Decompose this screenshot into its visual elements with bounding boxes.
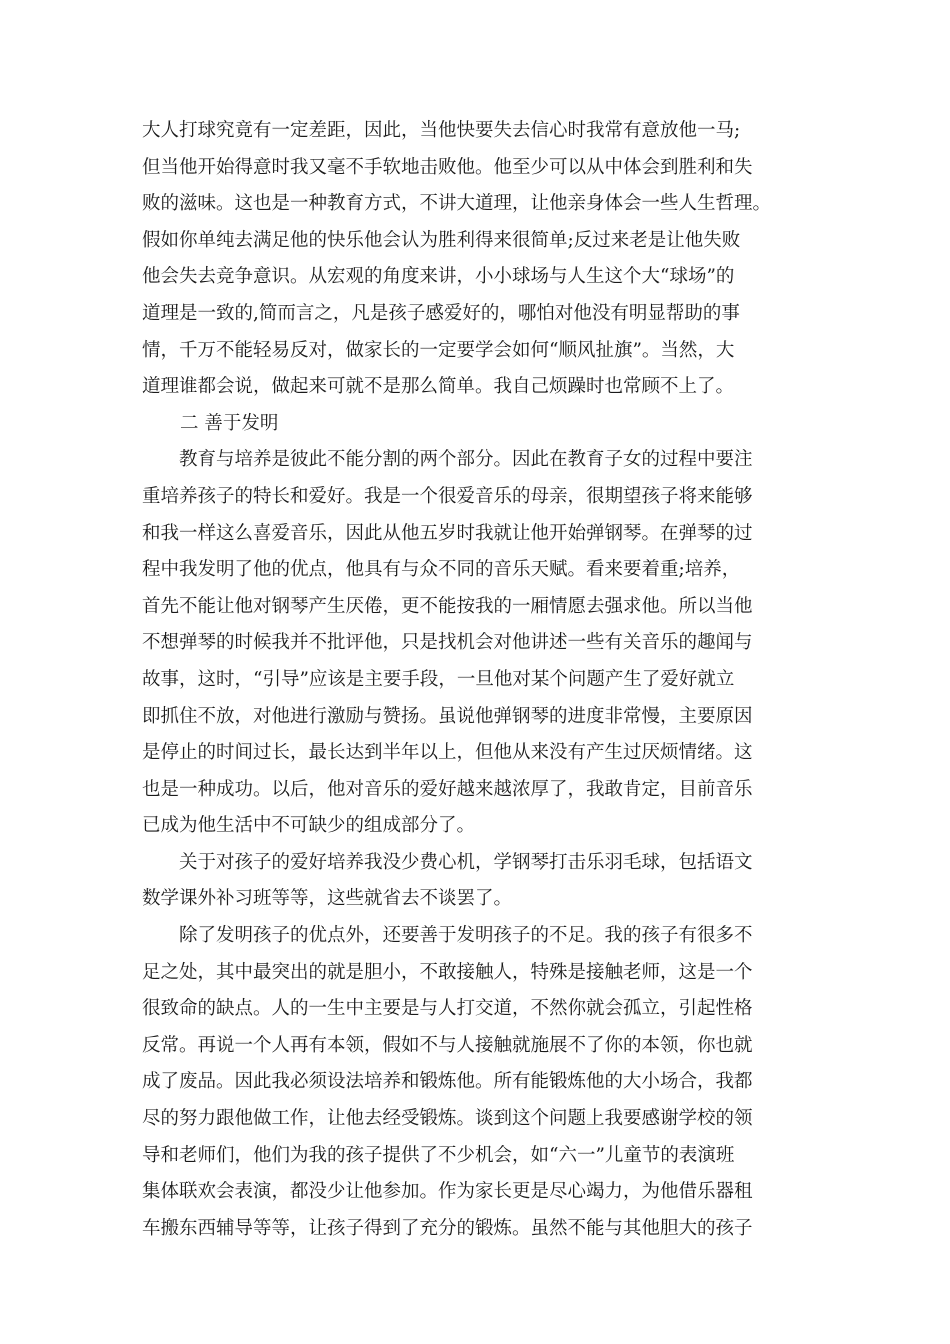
body-text [142, 113, 812, 1247]
text-line: 导和老师们，他们为我的孩子提供了不少机会，如“六一”儿童节的表演班 [142, 1144, 735, 1166]
text-line: 除了发明孩子的优点外，还要善于发明孩子的不足。我的孩子有很多不 [142, 925, 753, 947]
text-line: 车搬东西辅导等等，让孩子得到了充分的锻炼。虽然不能与其他胆大的孩子 [142, 1217, 753, 1239]
text-line: 反常。再说一个人再有本领，假如不与人接触就施展不了你的本领，你也就 [142, 1034, 753, 1056]
text-line: 教育与培养是彼此不能分割的两个部分。因此在教育子女的过程中要注 [142, 449, 753, 471]
text-line: 情，千万不能轻易反对，做家长的一定要学会如何“顺风扯旗”。当然，大 [142, 339, 735, 361]
text-line: 足之处，其中最突出的就是胆小，不敢接触人，特殊是接触老师，这是一个 [142, 961, 753, 983]
text-line: 大人打球究竟有一定差距，因此，当他快要失去信心时我常有意放他一马; [142, 120, 741, 141]
text-line: 败的滋味。这也是一种教育方式，不讲大道理，让他亲身体会一些人生哲理。 [142, 193, 772, 215]
text-line: 也是一种成功。以后，他对音乐的爱好越来越浓厚了，我敢肯定，目前音乐 [142, 778, 753, 800]
text-line: 假如你单纯去满足他的快乐他会认为胜利得来很简单;反过来老是让他失败 [142, 229, 741, 251]
text-line: 故事，这时，“引导”应该是主要手段，一旦他对某个问题产生了爱好就立 [142, 668, 735, 690]
text-line: 关于对孩子的爱好培养我没少费心机，学钢琴打击乐羽毛球，包括语文 [142, 851, 753, 873]
text-line: 集体联欢会表演，都没少让他参加。作为家长更是尽心竭力，为他借乐器租 [142, 1181, 753, 1203]
text-line: 尽的努力跟他做工作，让他去经受锻炼。谈到这个问题上我要感谢学校的领 [142, 1108, 753, 1130]
text-line: 数学课外补习班等等，这些就省去不谈罢了。 [142, 888, 513, 910]
text-line: 很致命的缺点。人的一生中主要是与人打交道，不然你就会孤立，引起性格 [142, 998, 753, 1020]
text-line: 和我一样这么喜爱音乐，因此从他五岁时我就让他开始弹钢琴。在弹琴的过 [142, 522, 753, 544]
text-line: 即抓住不放，对他进行激励与赞扬。虽说他弹钢琴的进度非常慢，主要原因 [142, 705, 753, 727]
text-line: 道理是一致的,简而言之，凡是孩子感爱好的，哪怕对他没有明显帮助的事 [142, 302, 740, 324]
text-line: 是停止的时间过长，最长达到半年以上，但他从来没有产生过厌烦情绪。这 [142, 742, 753, 764]
section-heading: 二 善于发明 [180, 412, 279, 434]
text-line: 道理谁都会说，做起来可就不是那么简单。我自己烦躁时也常顾不上了。 [142, 376, 735, 398]
text-line: 成了废品。因此我必须设法培养和锻炼他。所有能锻炼他的大小场合，我都 [142, 1071, 753, 1093]
text-line: 但当他开始得意时我又毫不手软地击败他。他至少可以从中体会到胜利和失 [142, 156, 753, 178]
text-line: 不想弹琴的时候我并不批评他，只是找机会对他讲述一些有关音乐的趣闻与 [142, 632, 753, 654]
text-line: 重培养孩子的特长和爱好。我是一个很爱音乐的母亲，很期望孩子将来能够 [142, 485, 753, 507]
text-line: 首先不能让他对钢琴产生厌倦，更不能按我的一厢情愿去强求他。所以当他 [142, 595, 753, 617]
text-line: 已成为他生活中不可缺少的组成部分了。 [142, 815, 476, 837]
text-line: 他会失去竞争意识。从宏观的角度来讲，小小球场与人生这个大“球场”的 [142, 266, 735, 288]
text-line: 程中我发明了他的优点，他具有与众不同的音乐天赋。看来要着重;培养， [142, 559, 741, 581]
